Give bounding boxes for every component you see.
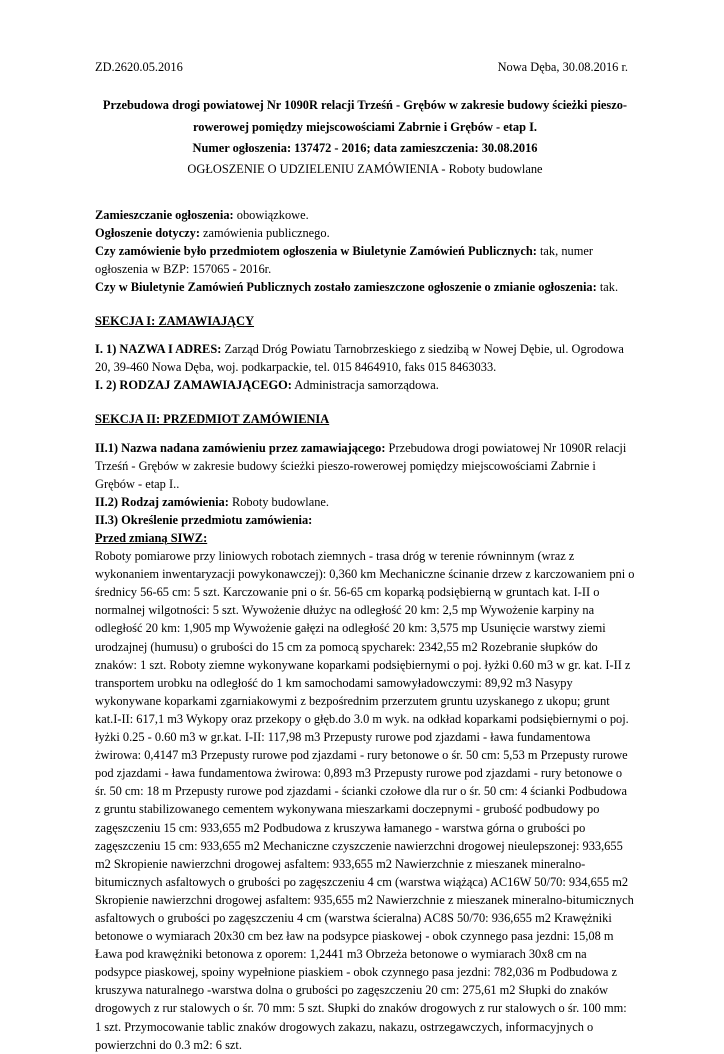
order-kind xyxy=(95,493,635,511)
address-label: I. 1) NAZWA I ADRES: xyxy=(95,342,222,357)
meta-item xyxy=(95,224,635,242)
section-2-body xyxy=(95,439,635,1054)
meta-value: tak, numer ogłoszenia w BZP: 157065 - 2016r. xyxy=(95,243,593,276)
before-change-label: Przed zmianą SIWZ: xyxy=(95,531,208,545)
order-subject xyxy=(95,511,635,529)
meta-label: Czy w Biuletynie Zamówień Publicznych zostało zamieszczone ogłoszenie o zmianie ogłoszenia: xyxy=(95,279,597,294)
meta-label: Ogłoszenie dotyczy: xyxy=(95,225,200,240)
order-subject-label: II.3) Określenie przedmiotu zamówienia: xyxy=(95,512,313,527)
meta-value: obowiązkowe. xyxy=(233,207,309,222)
type-value: Administracja samorządowa. xyxy=(291,378,439,393)
title-line-1: Przebudowa drogi powiatowej Nr 1090R relacji Trześń - Grębów w zakresie budowy ścieżki pieszo- xyxy=(102,98,628,112)
order-kind-label: II.2) Rodzaj zamówienia: xyxy=(95,494,229,509)
title-line-2: rowerowej pomiędzy miejscowościami Zabrnie i Grębów - etap I. xyxy=(192,119,537,134)
section-1-address xyxy=(95,340,635,376)
section-1-body xyxy=(95,340,635,394)
meta-label: Czy zamówienie było przedmiotem ogłoszenia w Biuletynie Zamówień Publicznych: xyxy=(95,243,537,258)
place-and-date: Nowa Dęba, 30.08.2016 r. xyxy=(497,60,628,74)
order-name-value: Przebudowa drogi powiatowej Nr 1090R relacji Trześń - Grębów w zakresie budowy ścieżki pieszo-rowerowej pomiędzy miejscowościami Zabrnie i Grębów - etap I.. xyxy=(95,440,627,491)
announcement-type: OGŁOSZENIE O UDZIELENIU ZAMÓWIENIA - Roboty budowlane xyxy=(187,161,543,176)
before-change-heading xyxy=(95,529,635,547)
order-kind-value: Roboty budowlane. xyxy=(228,494,330,509)
document-page xyxy=(95,58,635,1054)
order-name-label: II.1) Nazwa nadana zamówieniu przez zamawiającego: xyxy=(95,440,386,455)
meta-value: zamówienia publicznego. xyxy=(199,225,330,240)
header-line xyxy=(95,58,635,76)
reference-number: ZD.2620.05.2016 xyxy=(95,60,183,74)
address-value: Zarząd Dróg Powiatu Tarnobrzeskiego z siedzibą w Nowej Dębie, ul. Ogrodowa 20, 39-460 Nowa Dęba, woj. podkarpackie, tel. 015 8464910, faks 015 8463033. xyxy=(95,342,624,375)
meta-item xyxy=(95,242,635,278)
type-label: I. 2) RODZAJ ZAMAWIAJĄCEGO: xyxy=(95,378,292,393)
meta-block xyxy=(95,206,635,296)
meta-item xyxy=(95,278,635,296)
order-subject-description: Roboty pomiarowe przy liniowych robotach ziemnych - trasa dróg w terenie równinnym (wraz z wykonaniem inwentaryzacji powykonawczej): 0,360 km Mechaniczne ścinanie drzew z karczowaniem pni o średnicy 56-65 cm: 5 szt. Karczowanie pni o śr. 56-65 cm koparką podsiębierną w gruntach kat. I-II o normalnej wilgotności: 5 szt. Wywożenie dłużyc na odległość 20 km: 2,5 mp Wywożenie karpiny na odległość 20 km: 1,905 mp Wywożenie gałęzi na odległość 20 km: 3,575 mp Usunięcie warstwy ziemi urodzajnej (humusu) o grubości do 15 cm za pomocą spycharek: 2342,55 m2 Rozebranie słupków do znaków: 1 szt. Roboty ziemne wykonywane koparkami podsiębiernymi o poj. łyżki 0.60 m3 w gr. kat. I-II z transportem urobku na odległość do 1 km samochodami samowyładowczymi: 89,92 m3 Nasypy wykonywane koparkami zgarniakowymi z bezpośrednim przerzutem gruntu uzyskanego z ukopu; grunt kat.I-II: 617,1 m3 Wykopy oraz przekopy o głęb.do 3.0 m wyk. na odkład koparkami podsiębiernymi o poj. łyżki 0.25 - 0.60 m3 w gr.kat. I-II: 117,98 m3 Przepusty rurowe pod zjazdami - ława fundamentowa żwirowa: 0,4147 m3 Przepusty rurowe pod zjazdami - rury betonowe o śr. 50 cm: 5,53 m Przepusty rurowe pod zjazdami - ława fundamentowa żwirowa: 0,893 m3 Przepusty rurowe pod zjazdami - rury betonowe o śr. 50 cm: 18 m Przepusty rurowe pod zjazdami - ścianki czołowe dla rur o śr. 50 cm: 4 ścianki Podbudowa z gruntu stabilizowanego cementem wykonywana mieszarkami doczepnymi - grubość podbudowy po zagęszczeniu 15 cm: 933,655 m2 Podbudowa z kruszywa łamanego - warstwa górna o grubości po zagęszczeniu 15 cm: 933,655 m2 Mechaniczne czyszczenie nawierzchni drogowej nieulepszonej: 933,655 m2 Skropienie nawierzchni drogowej asfaltem: 933,655 m2 Nawierzchnie z mieszanek mineralno-bitumicznych asfaltowych o grubości po zagęszczeniu 4 cm (warstwa wiążąca) AC16W 50/70: 934,655 m2 Skropienie nawierzchni drogowej asfaltem: 935,655 m2 Nawierzchnie z mieszanek mineralno-bitumicznych asfaltowych o grubości po zagęszczeniu 4 cm (warstwa ścieralna) AC8S 50/70: 936,655 m2 Krawężniki betonowe o wymiarach 20x30 cm bez ław na podsypce piaskowej - obok czynnego pasa jezdni: 15,08 m Ława pod krawężniki betonowa z oporem: 1,2441 m3 Obrzeża betonowe o wymiarach 30x8 cm na podsypce piaskowej, spoiny wypełnione piaskiem - obok czynnego pasa jezdni: 782,036 m Podbudowa z kruszywa naturalnego -warstwa dolna o grubości po zagęszczeniu 20 cm: 275,61 m2 Słupki do znaków drogowych z rur stalowych o śr. 70 mm: 5 szt. Słupki do znaków drogowych z rur stalowych o śr. 100 mm: 1 szt. Przymocowanie tablic znaków drogowych zakazu, nakazu, ostrzegawczych, informacyjnych o powierzchni do 0.3 m2: 6 szt. xyxy=(95,549,635,1052)
order-name xyxy=(95,439,635,493)
announcement-number: Numer ogłoszenia: 137472 - 2016; data zamieszczenia: 30.08.2016 xyxy=(192,141,538,155)
section-2-heading: SEKCJA II: PRZEDMIOT ZAMÓWIENIA xyxy=(95,412,330,427)
meta-item xyxy=(95,206,635,224)
meta-value: tak. xyxy=(596,279,619,294)
meta-label: Zamieszczanie ogłoszenia: xyxy=(95,207,234,222)
section-1-type xyxy=(95,376,635,394)
section-1-heading: SEKCJA I: ZAMAWIAJĄCY xyxy=(95,314,255,329)
